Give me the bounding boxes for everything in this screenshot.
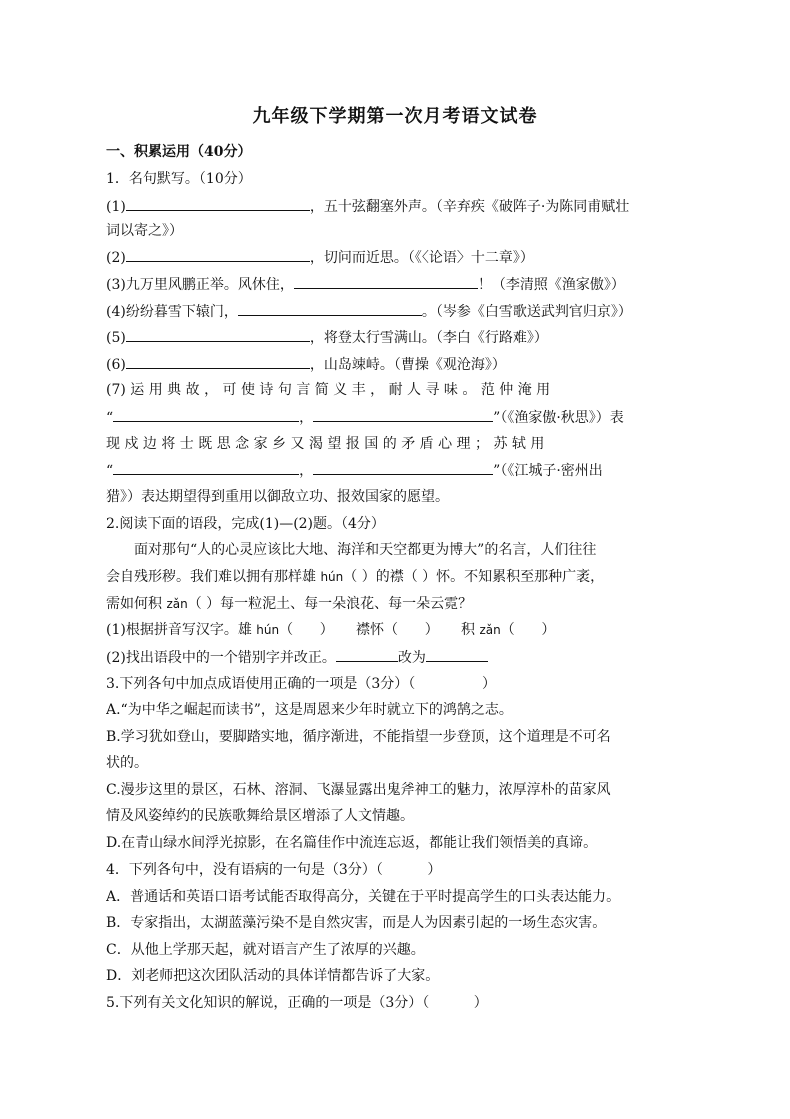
q1-item-7-line2-text: ”（《渔家傲·秋思》）表: [493, 410, 624, 426]
q3-option-b-cont: 状的。: [106, 755, 148, 771]
q3-option-d[interactable]: D.在青山绿水间浮光掠影，在名篇佳作中流连忘返，都能让我们领悟美的真谛。: [106, 835, 598, 851]
q4-option-b[interactable]: B．专家指出，太湖蓝藻污染不是自然灾害，而是人为因素引起的一场生态灾害。: [106, 915, 607, 931]
q1-item-5: [106, 328, 690, 347]
q2-passage-text: 需如何积: [106, 596, 167, 612]
q1-item-4-text: 。（岑参《白雪歌送武判官归京》）: [421, 304, 632, 320]
q1-item-3-text: ！（李清照《渔家傲》）: [477, 277, 625, 293]
answer-blank[interactable]: [336, 648, 398, 662]
q2-sub-1-text: （ ）: [500, 622, 556, 638]
q1-item-1-cont: 词以寄之》）: [106, 223, 183, 239]
q4-option-c[interactable]: C．从他上学那天起，就对语言产生了浓厚的兴趣。: [106, 942, 425, 958]
q3-stem: 3.下列各句中加点成语使用正确的一项是（3分）（ ）: [106, 676, 497, 692]
q1-item-7-line2: [106, 408, 690, 427]
answer-blank[interactable]: [426, 648, 488, 662]
q2-sub-1-text: (1)根据拼音写汉字。雄: [106, 622, 257, 638]
q1-stem: 1．名句默写。（10分）: [106, 171, 252, 187]
q1-item-2-prefix: (2): [106, 250, 126, 266]
q3-option-c-cont: 情及风姿绰约的民族歌舞给景区增添了人文情趣。: [106, 808, 414, 824]
comma: ，: [299, 463, 314, 479]
answer-blank[interactable]: [126, 355, 310, 369]
comma: ，: [299, 410, 314, 426]
answer-blank[interactable]: [294, 275, 478, 289]
q2-passage-line2: [106, 568, 690, 586]
q1-item-7-line5: 猎》）表达期望得到重用以御敌立功、报效国家的愿望。: [106, 489, 449, 505]
answer-blank[interactable]: [313, 408, 493, 422]
q1-item-6-prefix: (6): [106, 357, 126, 373]
q2-passage-line1: 面对那句“人的心灵应该比大地、海洋和天空都更为博大”的名言，人们往往: [134, 542, 597, 558]
q1-item-7-line4: [106, 461, 690, 480]
pinyin-hun: hún: [256, 623, 280, 637]
q2-passage-text: （ ）的襟（ ）怀。不知累积至那种广袤，: [343, 569, 605, 585]
q1-item-7-line3: 现 戍 边 将 士 既 思 念 家 乡 又 渴 望 报 国 的 矛 盾 心 理 ； 苏 轼 用: [106, 436, 545, 452]
open-quote: “: [106, 410, 114, 426]
answer-blank[interactable]: [113, 408, 299, 422]
answer-blank[interactable]: [126, 328, 310, 342]
q1-item-7-line4-text: ”（《江城子·密州出: [493, 463, 603, 479]
open-quote: “: [106, 463, 114, 479]
q1-item-3-prefix: (3)九万里风鹏正举。风休住，: [106, 277, 294, 293]
pinyin-zan: zǎn: [479, 623, 501, 637]
q4-option-a[interactable]: A．普通话和英语口语考试能否取得高分，关键在于平时提高学生的口头表达能力。: [106, 889, 621, 905]
q3-option-c[interactable]: C.漫步这里的景区，石林、溶洞、飞瀑显露出鬼斧神工的魅力，浓厚淳朴的苗家风: [106, 782, 611, 798]
q2-passage-text: 会自残形秽。我们难以拥有那样雄: [106, 569, 321, 585]
q2-sub-1-text: （ ） 襟怀（ ） 积: [279, 622, 480, 638]
answer-blank[interactable]: [126, 248, 310, 262]
exam-title: 九年级下学期第一次月考语文试卷: [252, 106, 538, 127]
q2-sub-1: [106, 621, 690, 639]
q1-item-5-prefix: (5): [106, 330, 126, 346]
q2-sub-2-text: 改为: [397, 650, 426, 666]
q1-item-1: [106, 197, 690, 216]
q4-option-d[interactable]: D．刘老师把这次团队活动的具体详情都告诉了大家。: [106, 968, 440, 984]
q2-sub-2: [106, 648, 690, 667]
q1-item-2: [106, 248, 690, 267]
section-heading: 一、积累运用（40分）: [106, 144, 252, 160]
q1-item-1-text: ，五十弦翻塞外声。（辛弃疾《破阵子·为陈同甫赋壮: [309, 199, 630, 215]
answer-blank[interactable]: [313, 461, 493, 475]
q1-item-7-line1: (7) 运 用 典 故 ， 可 使 诗 句 言 简 义 丰 ， 耐 人 寻 味 。 范 仲 淹 用: [106, 382, 551, 398]
pinyin-zan: zǎn: [166, 597, 188, 611]
q2-passage-text: （ ）每一粒泥土、每一朵浪花、每一朵云霓？: [187, 596, 473, 612]
q2-stem: 2.阅读下面的语段，完成(1)—(2)题。（4分）: [106, 516, 385, 532]
q1-item-6: [106, 355, 690, 374]
q4-stem: 4．下列各句中，没有语病的一句是（3分）（ ）: [106, 862, 442, 878]
q2-passage-line3: [106, 595, 690, 613]
q5-stem: 5.下列有关文化知识的解说，正确的一项是（3分）（ ）: [106, 995, 488, 1011]
q1-item-6-text: ，山岛竦峙。（曹操《观沧海》）: [309, 357, 506, 373]
q1-item-5-text: ，将登太行雪满山。（李白《行路难》）: [309, 330, 548, 346]
q1-item-2-text: ，切问而近思。（《〈论语〉十二章》）: [309, 250, 534, 266]
answer-blank[interactable]: [126, 197, 310, 211]
q1-item-3: [106, 275, 690, 294]
answer-blank[interactable]: [238, 302, 422, 316]
q2-sub-2-text: (2)找出语段中的一个错别字并改正。: [106, 650, 336, 666]
q3-option-a[interactable]: A.“为中华之崛起而读书”，这是周恩来少年时就立下的鸿鹄之志。: [106, 702, 513, 718]
pinyin-hun: hún: [320, 570, 344, 584]
q3-option-b[interactable]: B.学习犹如登山，要脚踏实地，循序渐进，不能指望一步登顶，这个道理是不可名: [106, 729, 611, 745]
q1-item-4-prefix: (4)纷纷暮雪下辕门，: [106, 304, 238, 320]
q1-item-1-prefix: (1): [106, 199, 126, 215]
answer-blank[interactable]: [113, 461, 299, 475]
q1-item-4: [106, 302, 690, 321]
